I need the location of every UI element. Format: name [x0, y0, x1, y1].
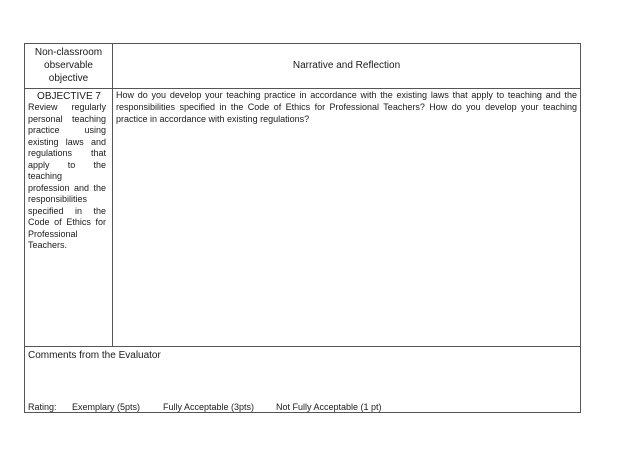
rating-label: Rating:: [28, 402, 57, 412]
evaluator-comments-label: Comments from the Evaluator: [28, 350, 161, 361]
objective-column-header: Non-classroom observable objective: [34, 47, 103, 84]
narrative-column-header: Narrative and Reflection: [292, 60, 401, 71]
objective-description: Review regularly personal teaching practice using existing laws and regulations that apply to the teaching profession and the responsibilities specified in the Code of Ethics for Professional Teachers.: [28, 102, 106, 250]
objective-title: OBJECTIVE 7: [37, 91, 101, 102]
rating-option-fully-acceptable: Fully Acceptable (3pts): [163, 402, 255, 412]
rating-option-not-fully-acceptable: Not Fully Acceptable (1 pt): [276, 402, 382, 412]
rating-option-exemplary: Exemplary (5pts): [72, 402, 141, 412]
comments-divider: [24, 346, 581, 347]
narrative-prompt: How do you develop your teaching practice in accordance with the existing laws that apply to teaching and the responsibilities specified in the Code of Ethics for Professional Teachers? How do you develop your teaching practice in accordance with existing regulations?: [116, 90, 577, 124]
